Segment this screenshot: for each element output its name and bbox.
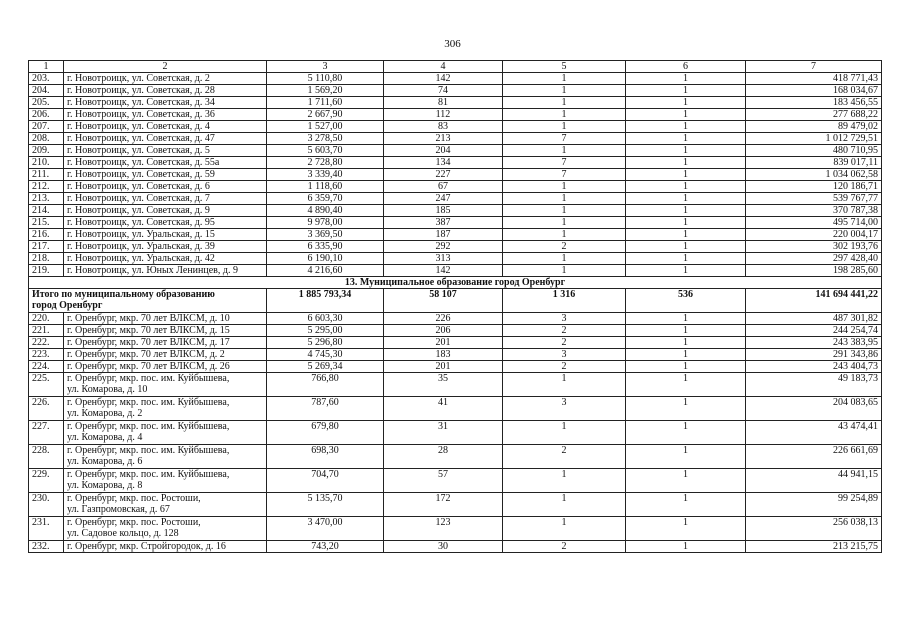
value-cell: 7	[503, 157, 626, 169]
value-cell: 57	[384, 469, 503, 493]
table-row	[29, 217, 882, 229]
address-cell: г. Оренбург, мкр. 70 лет ВЛКСМ, д. 2	[64, 349, 267, 361]
value-cell: 1	[503, 265, 626, 277]
table-row	[29, 373, 882, 397]
value-cell: 1	[626, 445, 746, 469]
value-cell: 1	[626, 517, 746, 541]
address-cell: г. Оренбург, мкр. пос. им. Куйбышева, ул. Комарова, д. 8	[64, 469, 267, 493]
address-cell: г. Новотроицк, ул. Юных Ленинцев, д. 9	[64, 265, 267, 277]
value-cell: 2	[503, 325, 626, 337]
value-cell: 74	[384, 85, 503, 97]
value-cell: 1 527,00	[267, 121, 384, 133]
value-cell: 142	[384, 73, 503, 85]
row-number: 211.	[29, 169, 64, 181]
value-cell: 4 216,60	[267, 265, 384, 277]
value-cell: 297 428,40	[746, 253, 882, 265]
table-row	[29, 73, 882, 85]
value-cell: 4 890,40	[267, 205, 384, 217]
table-row	[29, 493, 882, 517]
value-cell: 1	[626, 397, 746, 421]
table-row	[29, 97, 882, 109]
value-cell: 67	[384, 181, 503, 193]
value-cell: 1	[626, 85, 746, 97]
table-row	[29, 397, 882, 421]
table-row	[29, 445, 882, 469]
value-cell: 5 110,80	[267, 73, 384, 85]
row-number: 206.	[29, 109, 64, 121]
value-cell: 302 193,76	[746, 241, 882, 253]
value-cell: 1	[503, 217, 626, 229]
value-cell: 89 479,02	[746, 121, 882, 133]
value-cell: 1	[626, 157, 746, 169]
row-number: 215.	[29, 217, 64, 229]
value-cell: 213 215,75	[746, 541, 882, 553]
value-cell: 277 688,22	[746, 109, 882, 121]
value-cell: 256 038,13	[746, 517, 882, 541]
value-cell: 183	[384, 349, 503, 361]
value-cell: 1 569,20	[267, 85, 384, 97]
value-cell: 206	[384, 325, 503, 337]
value-cell: 243 383,95	[746, 337, 882, 349]
value-cell: 112	[384, 109, 503, 121]
value-cell: 3 369,50	[267, 229, 384, 241]
value-cell: 1	[503, 85, 626, 97]
row-number: 209.	[29, 145, 64, 157]
value-cell: 539 767,77	[746, 193, 882, 205]
value-cell: 370 787,38	[746, 205, 882, 217]
page-number: 306	[444, 38, 461, 50]
table-row	[29, 313, 882, 325]
value-cell: 766,80	[267, 373, 384, 397]
value-cell: 1	[503, 73, 626, 85]
value-cell: 244 254,74	[746, 325, 882, 337]
value-cell: 31	[384, 421, 503, 445]
table-row	[29, 181, 882, 193]
value-cell: 839 017,11	[746, 157, 882, 169]
value-cell: 1	[626, 265, 746, 277]
value-cell: 7	[503, 169, 626, 181]
row-number: 222.	[29, 337, 64, 349]
total-value: 1 316	[503, 289, 626, 313]
row-number: 226.	[29, 397, 64, 421]
address-cell: г. Оренбург, мкр. 70 лет ВЛКСМ, д. 26	[64, 361, 267, 373]
value-cell: 247	[384, 193, 503, 205]
row-number: 219.	[29, 265, 64, 277]
row-number: 216.	[29, 229, 64, 241]
value-cell: 3 470,00	[267, 517, 384, 541]
value-cell: 81	[384, 97, 503, 109]
address-cell: г. Оренбург, мкр. Стройгородок, д. 16	[64, 541, 267, 553]
value-cell: 787,60	[267, 397, 384, 421]
column-number-header	[29, 61, 882, 73]
table-row	[29, 121, 882, 133]
value-cell: 1	[626, 193, 746, 205]
value-cell: 4 745,30	[267, 349, 384, 361]
table-row	[29, 337, 882, 349]
value-cell: 2	[503, 337, 626, 349]
table-row	[29, 265, 882, 277]
value-cell: 134	[384, 157, 503, 169]
row-number: 232.	[29, 541, 64, 553]
value-cell: 6 190,10	[267, 253, 384, 265]
value-cell: 1	[503, 145, 626, 157]
value-cell: 3 278,50	[267, 133, 384, 145]
value-cell: 1 034 062,58	[746, 169, 882, 181]
address-cell: г. Новотроицк, ул. Уральская, д. 15	[64, 229, 267, 241]
value-cell: 30	[384, 541, 503, 553]
address-cell: г. Новотроицк, ул. Советская, д. 95	[64, 217, 267, 229]
value-cell: 1	[626, 205, 746, 217]
table-row	[29, 325, 882, 337]
value-cell: 387	[384, 217, 503, 229]
row-number: 208.	[29, 133, 64, 145]
value-cell: 1	[626, 133, 746, 145]
value-cell: 1	[626, 169, 746, 181]
value-cell: 187	[384, 229, 503, 241]
column-number: 3	[267, 61, 384, 73]
address-cell: г. Новотроицк, ул. Советская, д. 55а	[64, 157, 267, 169]
value-cell: 49 183,73	[746, 373, 882, 397]
table-row	[29, 133, 882, 145]
value-cell: 5 296,80	[267, 337, 384, 349]
register-table	[28, 60, 882, 553]
value-cell: 3	[503, 349, 626, 361]
value-cell: 1	[626, 349, 746, 361]
value-cell: 1 012 729,51	[746, 133, 882, 145]
address-cell: г. Новотроицк, ул. Советская, д. 34	[64, 97, 267, 109]
table-row	[29, 517, 882, 541]
row-number: 221.	[29, 325, 64, 337]
address-cell: г. Новотроицк, ул. Советская, д. 5	[64, 145, 267, 157]
address-cell: г. Новотроицк, ул. Советская, д. 36	[64, 109, 267, 121]
value-cell: 226	[384, 313, 503, 325]
address-cell: г. Новотроицк, ул. Советская, д. 59	[64, 169, 267, 181]
value-cell: 1	[503, 121, 626, 133]
value-cell: 698,30	[267, 445, 384, 469]
value-cell: 204	[384, 145, 503, 157]
address-cell: г. Новотроицк, ул. Уральская, д. 39	[64, 241, 267, 253]
value-cell: 1	[626, 373, 746, 397]
table-row	[29, 193, 882, 205]
value-cell: 1	[626, 181, 746, 193]
row-number: 210.	[29, 157, 64, 169]
column-number: 4	[384, 61, 503, 73]
column-number: 1	[29, 61, 64, 73]
value-cell: 142	[384, 265, 503, 277]
address-cell: г. Оренбург, мкр. пос. Ростоши, ул. Газпромовская, д. 67	[64, 493, 267, 517]
address-cell: г. Новотроицк, ул. Уральская, д. 42	[64, 253, 267, 265]
row-number: 213.	[29, 193, 64, 205]
value-cell: 204 083,65	[746, 397, 882, 421]
value-cell: 1	[503, 193, 626, 205]
value-cell: 2 667,90	[267, 109, 384, 121]
value-cell: 1	[626, 121, 746, 133]
row-number: 230.	[29, 493, 64, 517]
address-cell: г. Оренбург, мкр. 70 лет ВЛКСМ, д. 10	[64, 313, 267, 325]
value-cell: 292	[384, 241, 503, 253]
value-cell: 3 339,40	[267, 169, 384, 181]
value-cell: 1	[626, 361, 746, 373]
value-cell: 44 941,15	[746, 469, 882, 493]
value-cell: 1	[626, 109, 746, 121]
section-row	[29, 277, 882, 289]
table-row	[29, 421, 882, 445]
row-number: 220.	[29, 313, 64, 325]
value-cell: 1 711,60	[267, 97, 384, 109]
value-cell: 6 603,30	[267, 313, 384, 325]
value-cell: 480 710,95	[746, 145, 882, 157]
value-cell: 183 456,55	[746, 97, 882, 109]
value-cell: 1	[626, 217, 746, 229]
value-cell: 43 474,41	[746, 421, 882, 445]
value-cell: 1	[626, 337, 746, 349]
column-number: 5	[503, 61, 626, 73]
value-cell: 1	[626, 421, 746, 445]
value-cell: 213	[384, 133, 503, 145]
value-cell: 1	[626, 241, 746, 253]
table-row	[29, 229, 882, 241]
address-cell: г. Новотроицк, ул. Советская, д. 2	[64, 73, 267, 85]
value-cell: 99 254,89	[746, 493, 882, 517]
value-cell: 1	[503, 109, 626, 121]
row-number: 229.	[29, 469, 64, 493]
value-cell: 220 004,17	[746, 229, 882, 241]
value-cell: 704,70	[267, 469, 384, 493]
value-cell: 5 603,70	[267, 145, 384, 157]
value-cell: 743,20	[267, 541, 384, 553]
value-cell: 2	[503, 541, 626, 553]
value-cell: 5 135,70	[267, 493, 384, 517]
row-number: 217.	[29, 241, 64, 253]
value-cell: 226 661,69	[746, 445, 882, 469]
value-cell: 487 301,82	[746, 313, 882, 325]
total-value: 141 694 441,22	[746, 289, 882, 313]
value-cell: 1	[626, 313, 746, 325]
address-cell: г. Новотроицк, ул. Советская, д. 4	[64, 121, 267, 133]
value-cell: 418 771,43	[746, 73, 882, 85]
address-cell: г. Оренбург, мкр. пос. им. Куйбышева, ул. Комарова, д. 4	[64, 421, 267, 445]
address-cell: г. Оренбург, мкр. пос. Ростоши, ул. Садовое кольцо, д. 128	[64, 517, 267, 541]
value-cell: 6 359,70	[267, 193, 384, 205]
address-cell: г. Оренбург, мкр. 70 лет ВЛКСМ, д. 17	[64, 337, 267, 349]
value-cell: 1	[503, 97, 626, 109]
table-row	[29, 169, 882, 181]
value-cell: 1	[626, 469, 746, 493]
value-cell: 1	[503, 229, 626, 241]
row-number: 212.	[29, 181, 64, 193]
value-cell: 1	[626, 73, 746, 85]
value-cell: 2 728,80	[267, 157, 384, 169]
value-cell: 41	[384, 397, 503, 421]
row-number: 204.	[29, 85, 64, 97]
value-cell: 201	[384, 361, 503, 373]
table-row	[29, 205, 882, 217]
value-cell: 1	[503, 373, 626, 397]
total-value: 1 885 793,34	[267, 289, 384, 313]
value-cell: 1	[626, 493, 746, 517]
total-row	[29, 289, 882, 313]
value-cell: 5 295,00	[267, 325, 384, 337]
value-cell: 6 335,90	[267, 241, 384, 253]
row-number: 218.	[29, 253, 64, 265]
value-cell: 1	[503, 421, 626, 445]
value-cell: 198 285,60	[746, 265, 882, 277]
value-cell: 679,80	[267, 421, 384, 445]
value-cell: 1	[626, 145, 746, 157]
value-cell: 201	[384, 337, 503, 349]
row-number: 214.	[29, 205, 64, 217]
row-number: 225.	[29, 373, 64, 397]
value-cell: 2	[503, 445, 626, 469]
address-cell: г. Новотроицк, ул. Советская, д. 9	[64, 205, 267, 217]
row-number: 224.	[29, 361, 64, 373]
value-cell: 2	[503, 361, 626, 373]
address-cell: г. Оренбург, мкр. 70 лет ВЛКСМ, д. 15	[64, 325, 267, 337]
value-cell: 1	[503, 517, 626, 541]
row-number: 228.	[29, 445, 64, 469]
table-row	[29, 253, 882, 265]
address-cell: г. Новотроицк, ул. Советская, д. 7	[64, 193, 267, 205]
value-cell: 291 343,86	[746, 349, 882, 361]
value-cell: 123	[384, 517, 503, 541]
value-cell: 3	[503, 397, 626, 421]
table-row	[29, 469, 882, 493]
section-title: 13. Муниципальное образование город Оренбург	[29, 277, 882, 289]
value-cell: 243 404,73	[746, 361, 882, 373]
value-cell: 172	[384, 493, 503, 517]
total-value: 536	[626, 289, 746, 313]
value-cell: 1	[503, 205, 626, 217]
value-cell: 1	[503, 469, 626, 493]
value-cell: 7	[503, 133, 626, 145]
row-number: 227.	[29, 421, 64, 445]
table-row	[29, 145, 882, 157]
table-row	[29, 109, 882, 121]
column-number: 2	[64, 61, 267, 73]
value-cell: 313	[384, 253, 503, 265]
value-cell: 227	[384, 169, 503, 181]
table-row	[29, 241, 882, 253]
value-cell: 2	[503, 241, 626, 253]
column-number: 6	[626, 61, 746, 73]
value-cell: 1 118,60	[267, 181, 384, 193]
value-cell: 1	[503, 493, 626, 517]
value-cell: 28	[384, 445, 503, 469]
value-cell: 5 269,34	[267, 361, 384, 373]
address-cell: г. Оренбург, мкр. пос. им. Куйбышева, ул. Комарова, д. 6	[64, 445, 267, 469]
address-cell: г. Новотроицк, ул. Советская, д. 47	[64, 133, 267, 145]
row-number: 205.	[29, 97, 64, 109]
row-number: 231.	[29, 517, 64, 541]
value-cell: 1	[626, 229, 746, 241]
table-row	[29, 361, 882, 373]
value-cell: 1	[503, 253, 626, 265]
row-number: 223.	[29, 349, 64, 361]
total-value: 58 107	[384, 289, 503, 313]
value-cell: 1	[626, 253, 746, 265]
row-number: 207.	[29, 121, 64, 133]
value-cell: 9 978,00	[267, 217, 384, 229]
value-cell: 1	[626, 325, 746, 337]
value-cell: 120 186,71	[746, 181, 882, 193]
address-cell: г. Оренбург, мкр. пос. им. Куйбышева, ул. Комарова, д. 2	[64, 397, 267, 421]
value-cell: 1	[503, 181, 626, 193]
table-row	[29, 349, 882, 361]
total-label: Итого по муниципальному образованию город Оренбург	[29, 289, 267, 313]
table-row	[29, 157, 882, 169]
value-cell: 83	[384, 121, 503, 133]
row-number: 203.	[29, 73, 64, 85]
address-cell: г. Оренбург, мкр. пос. им. Куйбышева, ул. Комарова, д. 10	[64, 373, 267, 397]
address-cell: г. Новотроицк, ул. Советская, д. 28	[64, 85, 267, 97]
column-number: 7	[746, 61, 882, 73]
address-cell: г. Новотроицк, ул. Советская, д. 6	[64, 181, 267, 193]
table-row	[29, 85, 882, 97]
value-cell: 1	[626, 541, 746, 553]
table-row	[29, 541, 882, 553]
value-cell: 185	[384, 205, 503, 217]
value-cell: 1	[626, 97, 746, 109]
value-cell: 495 714,00	[746, 217, 882, 229]
value-cell: 3	[503, 313, 626, 325]
value-cell: 168 034,67	[746, 85, 882, 97]
value-cell: 35	[384, 373, 503, 397]
